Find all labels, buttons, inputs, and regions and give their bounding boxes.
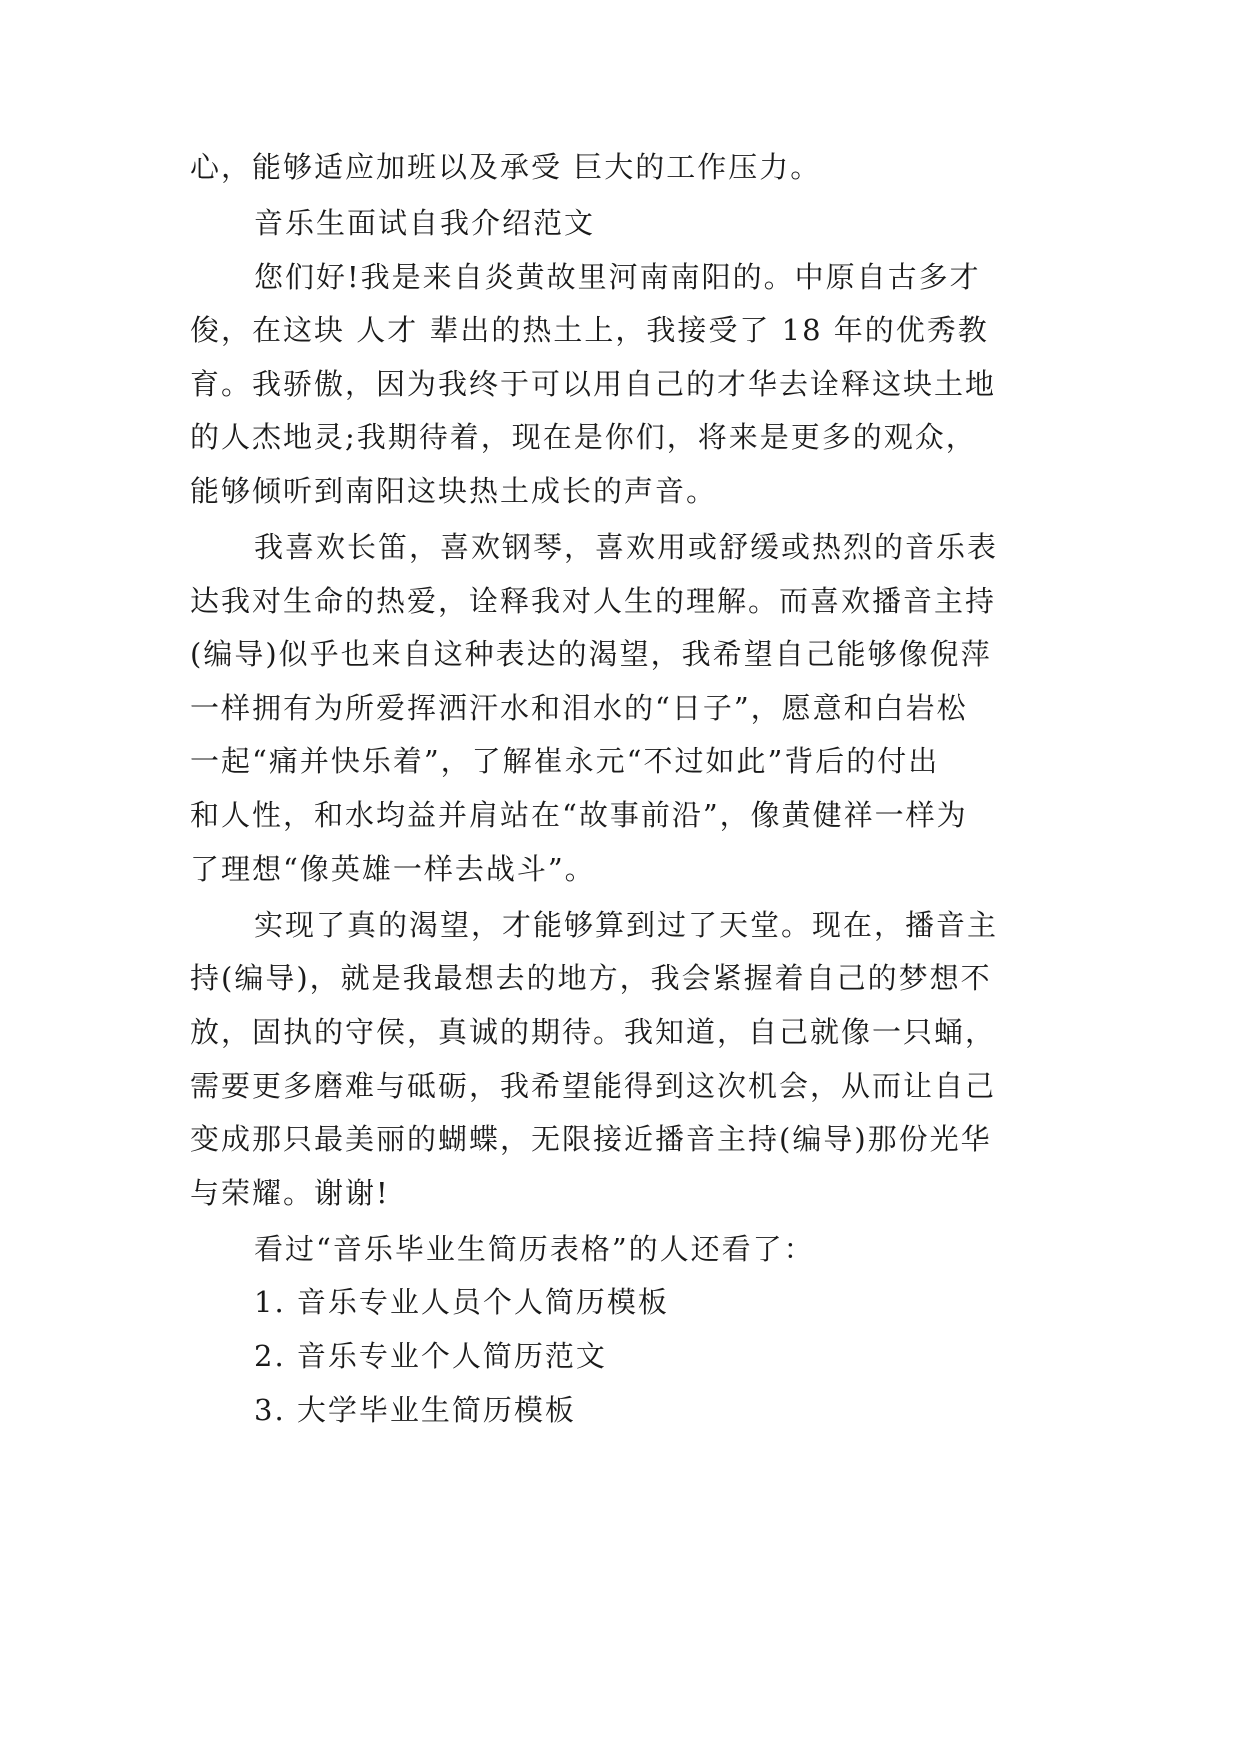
- paragraph-line: 一起“痛并快乐着”，了解崔永元“不过如此”背后的付出: [190, 744, 940, 778]
- paragraph-line: 心，能够适应加班以及承受 巨大的工作压力。: [190, 150, 822, 184]
- paragraph-line: 俊，在这块 人才 辈出的热土上，我接受了 18 年的优秀教: [190, 313, 989, 347]
- paragraph-line: 我喜欢长笛，喜欢钢琴，喜欢用或舒缓或热烈的音乐表: [254, 530, 999, 564]
- paragraph-line: 育。我骄傲，因为我终于可以用自己的才华去诠释这块土地: [190, 367, 997, 401]
- paragraph-line: 和人性，和水均益并肩站在“故事前沿”，像黄健祥一样为: [190, 798, 968, 832]
- paragraph-line: 您们好!我是来自炎黄故里河南南阳的。中原自古多才: [254, 260, 981, 294]
- paragraph-line: 持(编导)，就是我最想去的地方，我会紧握着自己的梦想不: [190, 961, 992, 995]
- section-title: 音乐生面试自我介绍范文: [254, 206, 596, 240]
- related-heading: 看过“音乐毕业生简历表格”的人还看了：: [254, 1232, 815, 1266]
- related-link[interactable]: 2. 音乐专业个人简历范文: [254, 1339, 607, 1373]
- paragraph-line: 变成那只最美丽的蝴蝶，无限接近播音主持(编导)那份光华: [190, 1122, 992, 1156]
- paragraph-line: 一样拥有为所爱挥洒汗水和泪水的“日子”，愿意和白岩松: [190, 691, 968, 725]
- paragraph-line: 与荣耀。谢谢!: [190, 1176, 390, 1210]
- paragraph-line: 需要更多磨难与砥砺，我希望能得到这次机会，从而让自己: [190, 1069, 997, 1103]
- paragraph-line: 实现了真的渴望，才能够算到过了天堂。现在，播音主: [254, 908, 999, 942]
- paragraph-line: (编导)似乎也来自这种表达的渴望，我希望自己能够像倪萍: [190, 637, 992, 671]
- related-link[interactable]: 1. 音乐专业人员个人简历模板: [254, 1285, 669, 1319]
- related-link[interactable]: 3. 大学毕业生简历模板: [254, 1393, 576, 1427]
- paragraph-line: 达我对生命的热爱，诠释我对人生的理解。而喜欢播音主持: [190, 584, 997, 618]
- paragraph-line: 放，固执的守侯，真诚的期待。我知道，自己就像一只蛹，: [190, 1015, 997, 1049]
- paragraph-line: 的人杰地灵;我期待着，现在是你们，将来是更多的观众，: [190, 420, 977, 454]
- paragraph-line: 了理想“像英雄一样去战斗”。: [190, 852, 596, 886]
- paragraph-line: 能够倾听到南阳这块热土成长的声音。: [190, 474, 718, 508]
